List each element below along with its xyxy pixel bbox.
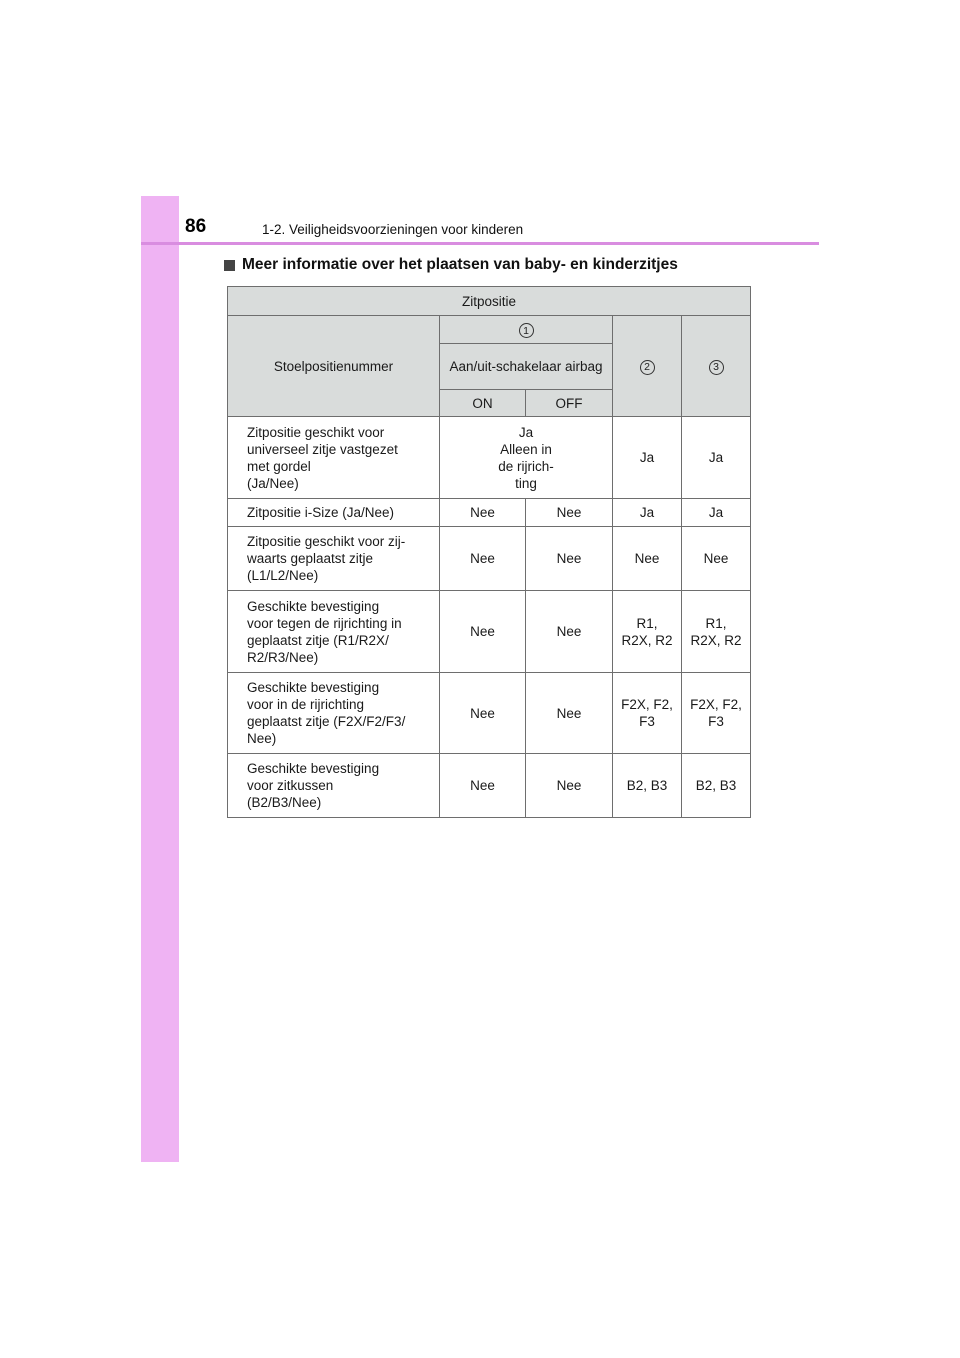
cell-value: B2, B3 [682,754,751,818]
section-heading-text: Meer informatie over het plaatsen van baby- en kinderzitjes [242,256,678,273]
cell-value: F2X, F2, F3 [613,673,682,754]
cell-value: Nee [526,673,613,754]
cell-value: Ja [682,417,751,499]
cell-value: Nee [440,499,526,527]
cell-value: R1, R2X, R2 [613,591,682,673]
cell-value: Ja [613,499,682,527]
position-2-header [613,316,682,417]
row-label: Geschikte bevestiging voor in de rijrichting geplaatst zitje (F2X/F2/F3/ Nee) [228,673,440,754]
cell-value: Nee [526,591,613,673]
position-1-header [440,316,613,344]
table-row [228,673,751,754]
cell-value: Ja Alleen in de rijrich- ting [440,417,613,499]
table-row [228,499,751,527]
row-label: Zitpositie geschikt voor universeel zitje vastgezet met gordel (Ja/Nee) [228,417,440,499]
table-title: Zitpositie [228,287,751,316]
cell-value: Nee [440,673,526,754]
row-label: Zitpositie i-Size (Ja/Nee) [228,499,440,527]
airbag-switch-label: Aan/uit-schakelaar airbag [440,344,613,390]
cell-value: Nee [526,527,613,591]
cell-value: B2, B3 [613,754,682,818]
cell-value: Nee [526,499,613,527]
table-row [228,591,751,673]
section-heading [224,256,678,274]
seat-position-table [227,286,751,818]
table-row [228,527,751,591]
chapter-title: 1-2. Veiligheidsvoorzieningen voor kinderen [262,222,524,237]
cell-value: Nee [440,527,526,591]
cell-value: Nee [526,754,613,818]
seat-number-label: Stoelpositienummer [228,316,440,417]
side-color-band [141,196,179,1162]
header-rule [141,242,819,245]
cell-value: F2X, F2, F3 [682,673,751,754]
cell-value: Nee [440,591,526,673]
table-row [228,417,751,499]
page-number: 86 [185,216,207,237]
cell-value: Nee [682,527,751,591]
cell-value: R1, R2X, R2 [682,591,751,673]
position-3-header [682,316,751,417]
row-label: Geschikte bevestiging voor tegen de rijrichting in geplaatst zitje (R1/R2X/ R2/R3/Nee) [228,591,440,673]
row-label: Zitpositie geschikt voor zij- waarts geplaatst zitje (L1/L2/Nee) [228,527,440,591]
cell-value: Ja [613,417,682,499]
circled-2-icon: 2 [640,360,655,375]
square-bullet-icon [224,260,235,271]
off-label: OFF [526,390,613,417]
cell-value: Nee [613,527,682,591]
table-row [228,754,751,818]
row-label: Geschikte bevestiging voor zitkussen (B2/B3/Nee) [228,754,440,818]
cell-value: Ja [682,499,751,527]
circled-3-icon: 3 [709,360,724,375]
cell-value: Nee [440,754,526,818]
on-label: ON [440,390,526,417]
circled-1-icon: 1 [519,323,534,338]
